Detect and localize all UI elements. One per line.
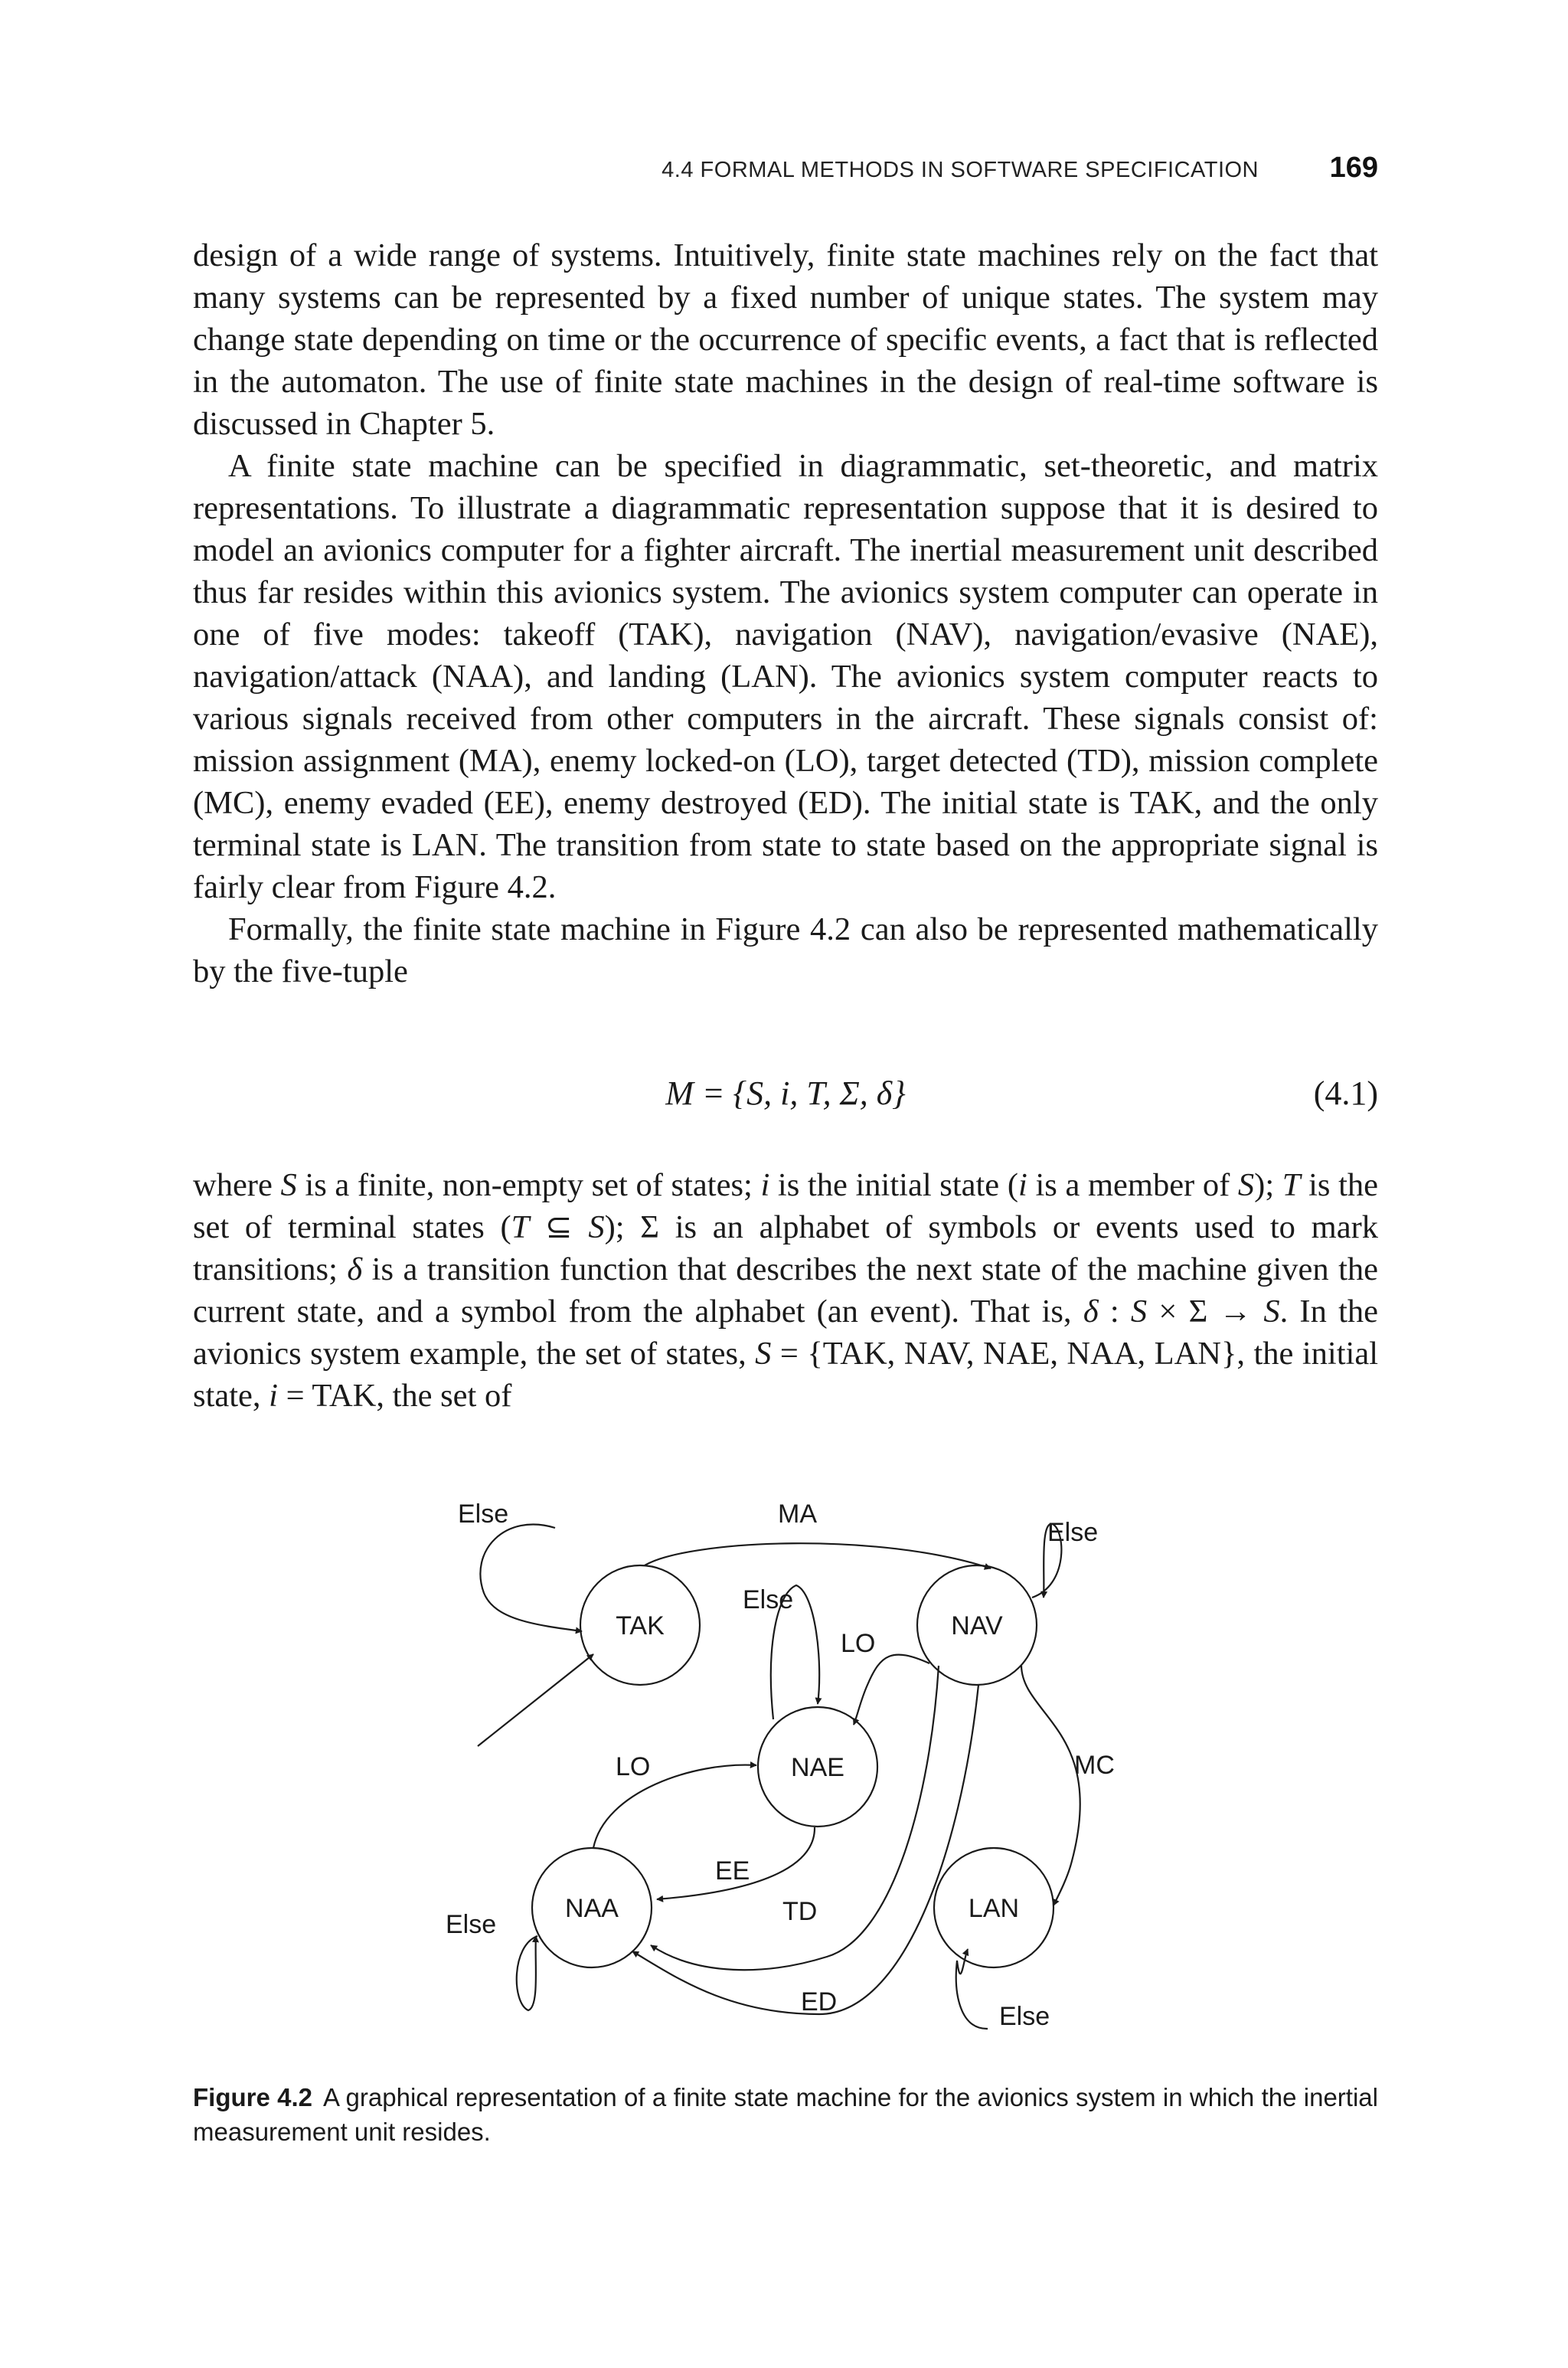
text-run: = TAK, the set of [277,1378,512,1414]
page-number: 169 [1329,152,1378,184]
math-var: δ [1083,1294,1099,1330]
edge-mc [1021,1666,1080,1905]
caption-label: Figure 4.2 [193,2083,313,2111]
text-run: × Σ → [1147,1294,1264,1330]
math-var: S [755,1336,772,1372]
text-run: ⊆ [529,1209,589,1245]
label-ed: ED [801,1987,838,2016]
state-label-naa: NAA [565,1894,619,1923]
text-run: ); Σ is an alphabet of symbols or events used to mark transitions; [193,1209,1378,1287]
running-head [193,152,1378,195]
label-td: TD [782,1897,818,1926]
label-else-lan: Else [999,2002,1050,2031]
figure-4-2 [0,1486,1568,2052]
math-var: δ [347,1251,363,1287]
label-else-naa: Else [446,1910,497,1939]
paragraph-2: A finite state machine can be specified in diagrammatic, set-theoretic, and matrix representations. To illustrate a diagrammatic representation suppose that it is desired to model an avionics computer for a fighter aircraft. The inertial measurement unit described thus far resides within this avionics system. The avionics system computer can operate in one of five modes: takeoff (TAK), navigation (NAV), navigation/evasive (NAE), navigation/attack (NAA), and landing (LAN). The avionics system computer reacts to various signals received from other computers in the aircraft. These signals consist of: mission assignment (MA), enemy locked-on (LO), target detected (TD), mission complete (MC), enemy evaded (EE), enemy destroyed (ED). The initial state is TAK, and the only terminal state is LAN. The transition from state to state based on the appropriate signal is fairly clear from Figure 4.2. [193,448,1378,905]
text-run: is the set of terminal states ( [193,1167,1379,1245]
math-var: i [1018,1167,1027,1203]
paragraph-1: design of a wide range of systems. Intuitively, finite state machines rely on the fact that many systems can be represented by a fixed number of unique states. The system may change state depending on time or the occurrence of specific events, a fact that is reflected in the automaton. The use of finite state machines in the design of real-time software is discussed in Chapter 5. [193,237,1378,442]
text-run: is a transition function that describes the next state of the machine given the current state, and a symbol from the alphabet (an event). That is, [193,1251,1378,1330]
math-var: S [1263,1294,1280,1330]
math-var: S [1130,1294,1148,1330]
text-run: is a member of [1027,1167,1238,1203]
equation-4-1 [193,1074,1378,1120]
state-machine-diagram [0,1486,1568,2052]
body-text-continued [193,1164,1378,1417]
edge-ma [645,1543,991,1568]
text-run: ); [1254,1167,1282,1203]
text-run: = {TAK, NAV, NAE, NAA, LAN}, the initial state, [193,1336,1378,1414]
label-else-nae: Else [743,1585,794,1614]
state-label-nae: NAE [791,1753,844,1782]
caption-text: A graphical representation of a finite state machine for the avionics system in which the inertial measurement unit resides. [193,2083,1378,2146]
label-else-nav: Else [1047,1518,1099,1547]
math-var: S [280,1167,297,1203]
body-text [193,234,1378,993]
label-lo-naa: LO [616,1752,651,1781]
edge-lo-nav-nae [854,1655,929,1725]
state-label-tak: TAK [616,1611,665,1640]
state-label-lan: LAN [968,1894,1020,1923]
math-var: T [511,1209,530,1245]
text-run: is the initial state ( [769,1167,1018,1203]
paragraph-3: Formally, the finite state machine in Figure 4.2 can also be represented mathematically by the five-tuple [193,911,1378,989]
equation-expression: M = {S, i, T, Σ, δ} [665,1074,906,1112]
edge-else-lan [956,1949,988,2029]
text-run: . In the avionics system example, the set of states, [193,1294,1378,1372]
label-lo-nav: LO [841,1629,876,1658]
edge-ed [632,1685,978,2014]
math-var: i [269,1378,278,1414]
label-else-tak: Else [458,1500,509,1529]
figure-caption [193,2080,1378,2149]
equation-number: (4.1) [1313,1074,1378,1112]
math-var: i [760,1167,770,1203]
paragraph-4 [193,1164,1378,1417]
math-var: T [1282,1167,1301,1203]
label-ee: EE [715,1856,750,1886]
edge-else-naa [517,1936,537,2010]
label-ma: MA [778,1500,817,1529]
math-var: S [588,1209,605,1245]
label-mc: MC [1074,1751,1115,1780]
state-label-nav: NAV [951,1611,1003,1640]
initial-arrow [478,1654,593,1746]
text-run: where [193,1167,281,1203]
edge-else-tak [480,1525,582,1631]
text-run: : [1098,1294,1131,1330]
math-var: S [1237,1167,1255,1203]
text-run: is a finite, non-empty set of states; [296,1167,761,1203]
running-head-section: 4.4 FORMAL METHODS IN SOFTWARE SPECIFICATION [662,158,1259,182]
